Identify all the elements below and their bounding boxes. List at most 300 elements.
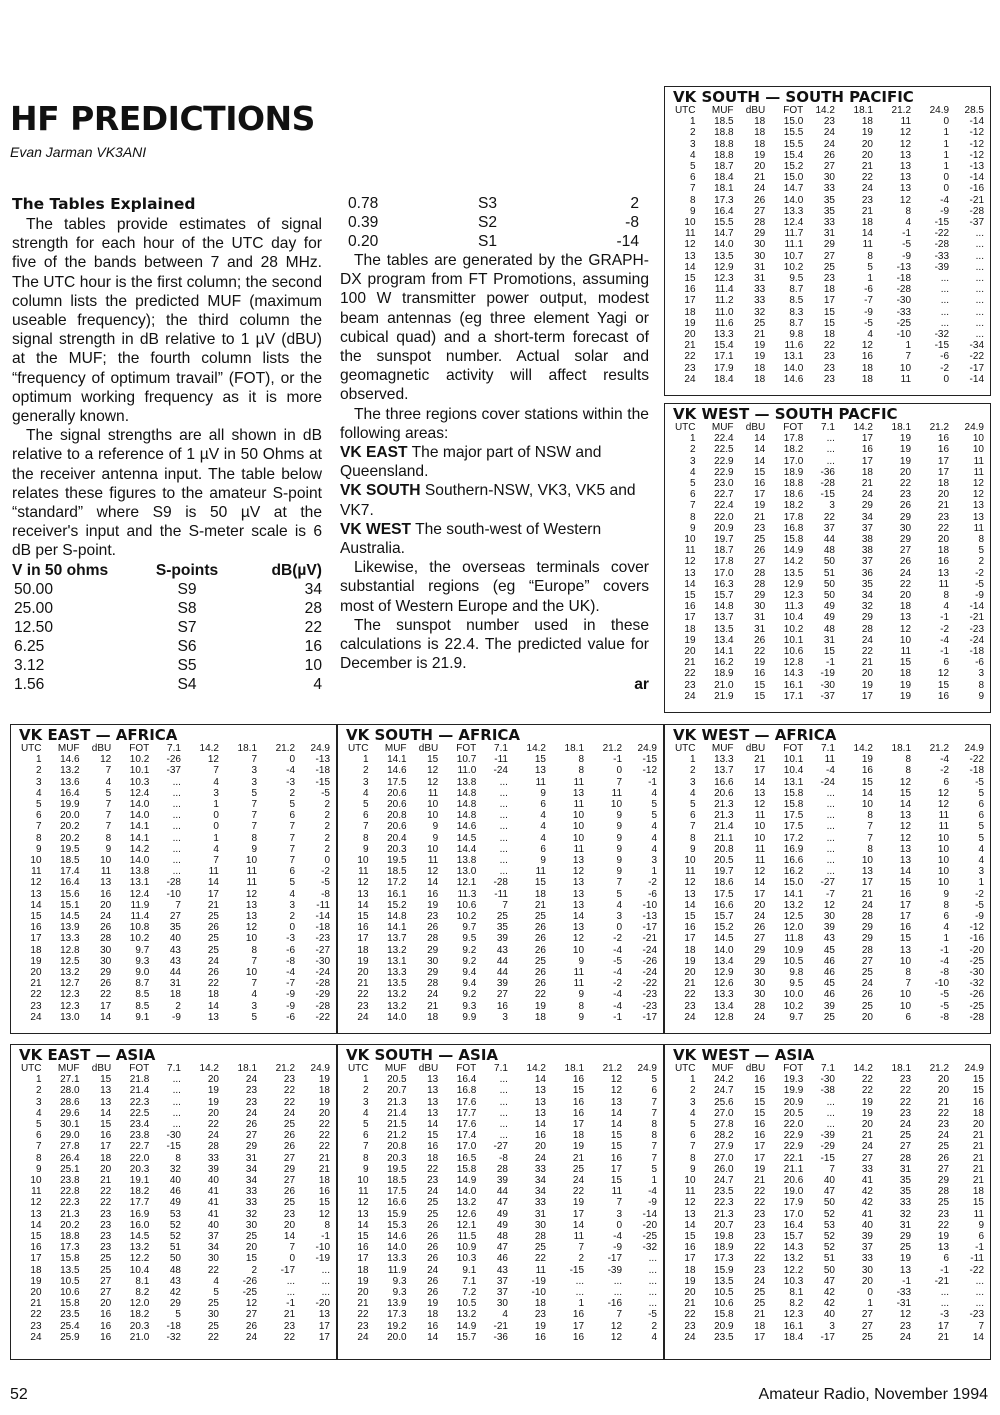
table-cell: 17 [754,888,766,900]
table-cell: 6 [689,1130,696,1142]
table-cell: 2 [689,1085,696,1097]
table-cell: 1 [689,433,696,445]
table-cell: 9.8 [789,967,804,979]
table-cell: ... [826,843,835,855]
table-vk-south-south-pacific [664,86,991,396]
table-cell: 17 [30,1253,42,1265]
table-cell: 13 [937,567,950,579]
table-row [15,1119,332,1130]
table-row [669,206,986,217]
table-cell: 0 [867,1287,873,1299]
table-cell: 16 [899,922,912,934]
spoint-row [12,618,322,637]
column-header: MUF [711,743,734,754]
table-cell: 4 [213,1275,219,1287]
table-cell: 6 [943,776,950,788]
table-cell: -22 [969,1264,984,1276]
table-cell: 21.3 [60,1208,80,1220]
table-cell: 19 [534,1000,546,1012]
table-cell: 4 [651,821,657,833]
table-cell: 12.1 [456,877,477,889]
table-cell: 1 [35,754,42,766]
table-row [669,318,986,329]
table-row [669,329,986,340]
table-cell: -32 [166,1331,181,1343]
table-cell: 7 [251,799,258,811]
table-cell: 27 [861,1152,873,1164]
table-cell: 14.0 [129,799,150,811]
table-cell: 40 [169,1175,181,1187]
table-cell: 21 [972,1152,984,1164]
table-cell: 24 [30,1011,42,1023]
table-cell: 27 [100,1275,112,1287]
table-cell: 26 [427,922,439,934]
table-cell: 25.1 [60,1163,80,1175]
table-cell: 11 [685,228,696,240]
table-cell: -25 [969,955,984,967]
table-cell: 50 [823,590,835,602]
table-cell: -10 [642,899,657,911]
table-cell: 3 [978,668,984,680]
table-cell: -26 [969,989,984,1001]
table-cell: 17 [823,295,835,307]
table-cell: 13 [899,1264,912,1276]
table-cell: -25 [896,317,912,329]
column-header: 24.9 [310,1063,330,1074]
table-cell: -28 [315,978,330,990]
table-cell: 10 [245,933,258,945]
table-cell: 16 [684,922,696,934]
table-cell: 43 [169,1275,181,1287]
table-cell: -23 [969,623,984,635]
table-row [342,1153,659,1164]
table-cell: -9 [975,590,984,602]
table-cell: 1 [943,933,950,945]
table-cell: 22.3 [129,1096,150,1108]
table-cell: 25 [207,944,219,956]
table-cell: ... [826,810,835,822]
table-cell: 0 [616,765,623,777]
column-header: 21.2 [275,1063,296,1074]
table-cell: 15.7 [714,590,734,602]
table-row [15,1097,332,1108]
table-cell: 7 [289,832,296,844]
table-cell: 12 [937,787,950,799]
table-cell: 16 [754,668,766,680]
table-cell: 20.3 [387,843,407,855]
table-cell: 11.4 [714,284,734,296]
table-cell: -6 [286,1011,296,1023]
table-cell: 13.2 [387,944,407,956]
table-cell: 17 [937,1320,950,1332]
table-cell: 10 [937,843,950,855]
table-cell: 21.0 [714,679,734,691]
table-cell: 2 [35,1085,42,1097]
table-cell: 21 [572,1152,585,1164]
table-cell: 29 [861,922,873,934]
table-row [342,1197,659,1208]
table-cell: 15 [318,1197,330,1209]
table-row [342,1265,659,1276]
table-cell: 21 [937,500,950,512]
table-cell: -10 [315,1242,330,1254]
table-cell: 23 [245,1085,258,1097]
table-cell: 39 [823,1000,835,1012]
spoint-header: V in 50 ohms [12,561,109,579]
table-cell: 14.8 [387,911,407,923]
table-cell: 18.2 [783,444,804,456]
table-cell: 51 [823,1253,835,1265]
table-cell: -27 [315,944,330,956]
table-cell: 35 [861,578,873,590]
table-cell: 11 [685,1186,696,1198]
spoint-cell: 12.50 [14,618,54,636]
table-cell: 28 [754,1000,766,1012]
table-cell: 5 [651,810,657,822]
table-cell: 11 [208,866,219,878]
table-cell: 16 [572,1074,585,1086]
table-cell: 3 [829,1320,835,1332]
table-cell: 22 [318,1119,330,1131]
table-cell: 19 [357,955,369,967]
table-cell: 11 [246,866,258,878]
table-cell: 23 [937,511,950,523]
table-cell: 5 [289,877,296,889]
table-cell: ... [975,1298,984,1310]
table-cell: 13 [937,1242,950,1254]
table-cell: 15.8 [60,1253,80,1265]
table-cell: 17.6 [456,1096,477,1108]
table-row [342,900,659,911]
table-cell: 24 [861,978,873,990]
table-row [669,579,986,590]
table-cell: 20 [754,899,766,911]
table-cell: 11 [535,1264,546,1276]
table-cell: 4 [540,832,546,844]
table-cell: 22.4 [714,500,734,512]
table-cell: 27.0 [714,1107,734,1119]
table-cell: 26 [427,1219,439,1231]
table-cell: 51 [823,567,835,579]
table-cell: 29 [427,944,439,956]
table-cell: 28 [861,911,873,923]
column-header: 21.2 [929,1063,950,1074]
table-cell: 25 [937,1141,950,1153]
table-cell: -28 [969,1011,984,1023]
table-cell: -2 [940,362,950,374]
table-cell: 11 [427,855,439,867]
table-cell: -34 [969,340,984,352]
table-cell: 0 [616,922,623,934]
table-cell: ... [940,295,950,307]
table-cell: 22 [30,989,42,1001]
table-cell: 17.4 [60,866,80,878]
table-cell: 13 [245,899,258,911]
table-cell: ... [575,1287,585,1299]
table-cell: 15 [972,1085,984,1097]
table-cell: 16 [754,478,766,490]
table-cell: ... [940,1287,950,1299]
table-cell: ... [286,1287,296,1299]
table-cell: 20.5 [387,1074,407,1086]
table-cell: 28 [427,978,439,990]
table-row [669,1001,986,1012]
table-cell: 4 [362,1107,369,1119]
table-cell: -9 [286,1000,296,1012]
table-cell: 14.8 [456,787,477,799]
table-cell: -17 [280,1264,296,1276]
table-cell: 8 [324,1219,330,1231]
table-cell: 21.4 [129,1085,150,1097]
table-cell: 13.2 [783,899,804,911]
table-cell: 18 [754,127,766,139]
column-header: FOT [783,105,804,116]
table-cell: 13 [357,888,369,900]
table-cell: 9.1 [462,1264,477,1276]
table-cell: 20.4 [387,832,407,844]
spoint-cell: 0.78 [348,195,379,212]
table-cell: 10.4 [129,1264,150,1276]
table-row [15,1309,332,1320]
table-cell: 44 [496,1186,508,1198]
table-title: VK WEST — ASIA [673,1046,815,1064]
table-cell: 14.2 [783,556,804,568]
table-cell: 2 [689,444,696,456]
table-cell: -14 [969,116,984,128]
table-cell: 6 [689,489,696,501]
table-row [669,799,986,810]
table-row [669,1265,986,1276]
table-cell: 28 [427,933,439,945]
table-row [15,833,332,844]
table-cell: 25 [823,1011,835,1023]
table-cell: 33 [861,1253,873,1265]
table-row [669,855,986,866]
table-cell: -5 [940,1000,950,1012]
table-cell: 13 [899,149,912,161]
column-header: MUF [57,743,80,754]
table-cell: 14.6 [387,1231,407,1243]
table-cell: -17 [642,922,657,934]
table-cell: 19 [318,1096,330,1108]
table-cell: 13 [245,911,258,923]
table-cell: 51 [169,1242,181,1254]
table-cell: 13.7 [714,765,734,777]
table-cell: 25 [534,1242,546,1254]
table-cell: 10.3 [783,1275,804,1287]
spoint-cell: 0.39 [348,214,379,231]
table-cell: 7 [289,1242,296,1254]
table-cell: 4 [689,1107,696,1119]
table-cell: 24 [245,1074,258,1086]
table-cell: 13 [899,183,912,195]
table-cell: 8 [943,590,950,602]
table-cell: 12 [357,1197,369,1209]
table-cell: ... [648,1253,657,1265]
table-cell: 14 [754,433,766,445]
table-cell: 18 [30,944,42,956]
table-cell: 17 [684,612,696,624]
table-cell: -24 [969,634,984,646]
table-cell: ... [826,866,835,878]
table-cell: 6 [35,810,42,822]
table-row [669,1309,986,1320]
table-cell: 13.1 [783,351,804,363]
table-cell: -4 [940,194,950,206]
table-cell: 13.8 [129,866,150,878]
table-cell: ... [172,1107,181,1119]
table-cell: 14.4 [456,843,477,855]
table-cell: 32 [169,1163,181,1175]
table-cell: 15 [357,1231,369,1243]
table-cell: 8 [867,843,873,855]
table-row [15,1085,332,1096]
table-row [342,956,659,967]
table-cell: 8 [867,810,873,822]
table-row [342,1276,659,1287]
table-cell: -1 [902,228,912,240]
table-cell: ... [499,776,508,788]
table-row [669,433,986,444]
table-row [669,945,986,956]
table-cell: 2 [578,1253,585,1265]
table-cell: 10 [754,832,766,844]
spoint-row [12,599,322,618]
table-cell: 22 [207,1264,219,1276]
table-row [669,1119,986,1130]
table-cell: 13 [534,1107,546,1119]
table-cell: 4 [905,217,912,229]
table-cell: 26 [427,1231,439,1243]
table-cell: 2 [324,810,330,822]
spoint-cell: S9 [177,580,197,598]
table-cell: -1 [940,1264,950,1276]
table-cell: 7 [616,1197,623,1209]
table-cell: 12.3 [714,273,734,285]
table-row [669,568,986,579]
table-cell: 17.3 [387,1309,407,1321]
table-cell: 1 [867,273,873,285]
table-cell: 27.9 [714,1141,734,1153]
table-cell: 17 [357,933,369,945]
column-header: FOT [783,743,804,754]
table-cell: 18 [684,1264,696,1276]
table-cell: 14 [972,1331,984,1343]
table-cell: 22.1 [783,1152,804,1164]
table-cell: -4 [613,967,623,979]
table-cell: 3 [502,1011,508,1023]
table-cell: 20.5 [783,1107,804,1119]
table-cell: 21 [754,329,766,341]
table-cell: 10.6 [456,899,477,911]
table-cell: 12 [30,877,42,889]
table-cell: 16 [937,433,950,445]
table-cell: 19.7 [714,534,734,546]
table-cell: 19.1 [129,1175,150,1187]
table-cell: 5 [175,1309,181,1321]
table-cell: 16.9 [783,843,804,855]
table-cell: -26 [166,754,181,766]
spoint-cell: S8 [177,599,197,617]
table-cell: 13.2 [387,1000,407,1012]
table-cell: 18 [861,466,873,478]
table-cell: ... [499,1130,508,1142]
column-header: 21.2 [891,105,912,116]
table-cell: -15 [569,1264,585,1276]
table-row [15,1153,332,1164]
table-cell: 10.5 [60,1275,80,1287]
table-title: VK EAST — ASIA [19,1046,156,1064]
table-cell: 12 [899,832,912,844]
table-cell: ... [826,433,835,445]
table-row [669,754,986,765]
table-cell: -14 [969,601,984,613]
table-cell: 23 [100,1219,112,1231]
table-cell: 31 [754,612,766,624]
table-cell: -37 [166,765,181,777]
table-cell: 10.4 [783,612,804,624]
table-cell: 18 [754,362,766,374]
table-cell: 13 [427,1085,439,1097]
table-row [15,1141,332,1152]
table-cell: 10.3 [456,1253,477,1265]
table-cell: 13.2 [60,765,80,777]
table-cell: 19 [937,1231,950,1243]
table-cell: 19 [754,351,766,363]
table-cell: 18 [754,373,766,385]
table-cell: 31 [754,261,766,273]
table-cell: 24 [823,127,835,139]
spoint-row [348,232,657,251]
table-cell: 2 [324,843,330,855]
table-cell: 10 [684,217,696,229]
table-cell: -4 [826,765,835,777]
table-cell: 12.5 [783,911,804,923]
table-cell: 2 [978,556,984,568]
table-cell: 21.3 [714,810,734,822]
table-cell: 20.2 [60,821,80,833]
table-cell: 18.1 [714,183,734,195]
table-cell: 32 [899,1208,912,1220]
table-cell: 7 [651,1107,657,1119]
table-cell: 7 [289,821,296,833]
table-cell: 13.5 [60,1264,80,1276]
table-cell: -24 [493,765,508,777]
table-cell: -1 [613,1011,623,1023]
table-cell: 18 [972,1186,984,1198]
table-cell: 12 [610,1331,623,1343]
table-cell: 23 [30,1320,42,1332]
table-cell: 15 [754,690,766,702]
table-cell: -15 [934,217,950,229]
table-cell: 14 [427,877,439,889]
table-cell: 29 [861,500,873,512]
table-cell: 14 [30,899,42,911]
table-cell: 6 [689,172,696,184]
table-cell: 18 [899,668,912,680]
table-row [15,1287,332,1298]
table-cell: 33 [754,295,766,307]
table-cell: 7 [651,1096,657,1108]
table-cell: -18 [896,273,912,285]
table-cell: 22 [684,989,696,1001]
table-cell: 13.3 [783,205,804,217]
table-cell: 13.3 [387,1253,407,1265]
table-cell: 11.7 [784,228,804,240]
table-cell: 12 [899,194,912,206]
table-cell: 6 [689,810,696,822]
table-cell: 27 [861,1309,873,1321]
